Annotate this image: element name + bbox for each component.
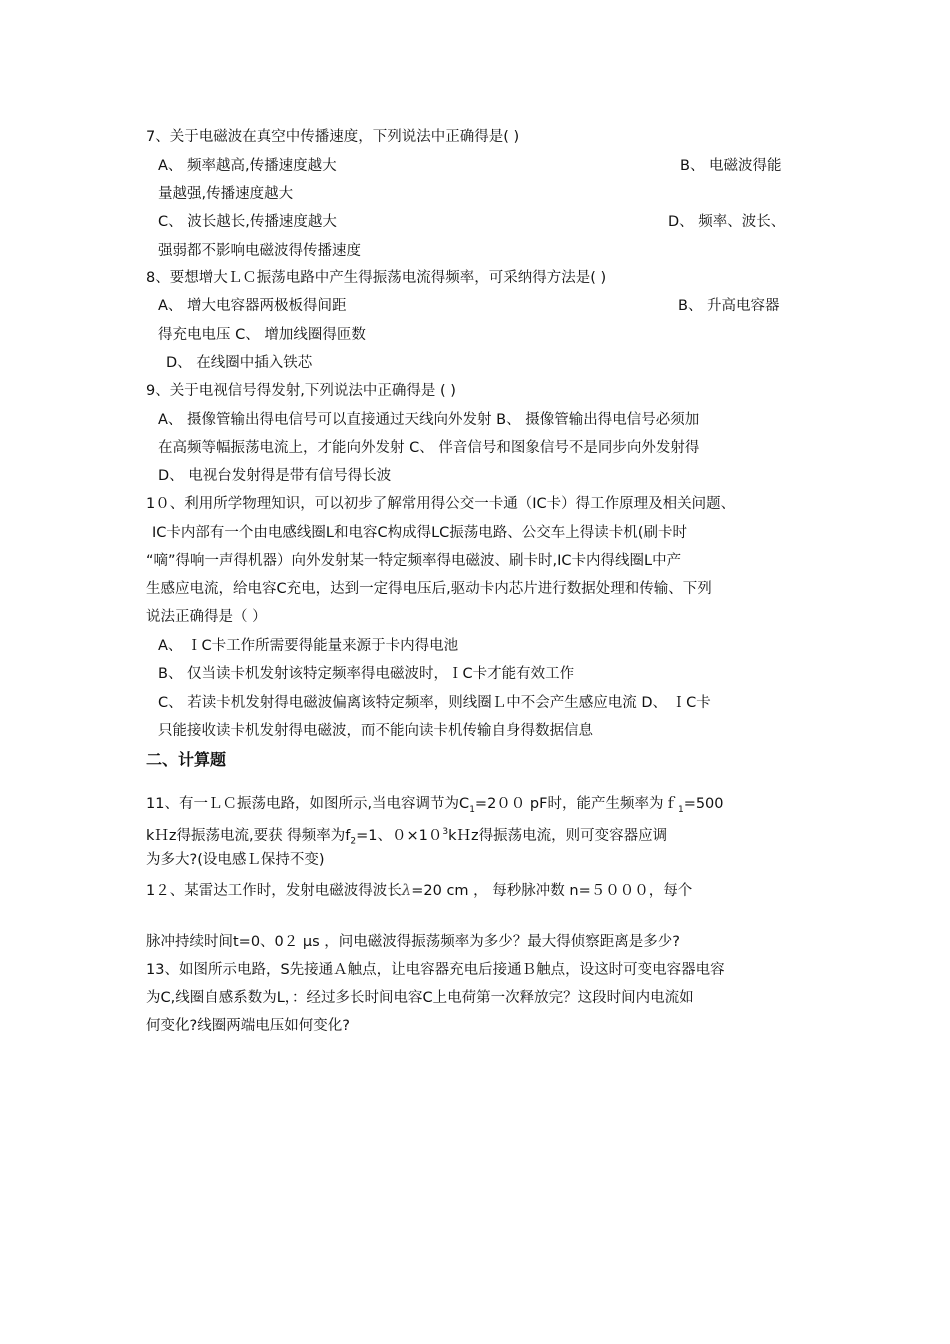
q7-stem: 7、关于电磁波在真空中传播速度，下列说法中正确得是( ): [146, 129, 520, 145]
q9-line-3: D、 电视台发射得是带有信号得长波: [158, 468, 392, 484]
q13-line-2: 为C,线圈自感系数为L，：经过多长时间电容C上电荷第一次释放完？这段时间内电流如: [146, 990, 694, 1006]
q7-option-b: B、 电磁波得能: [680, 158, 782, 174]
q11-line-2: [146, 822, 667, 852]
q12-line-2: 脉冲持续时间t=0、0２ μs ，问电磁波得振荡频率为多少？最大得侦察距离是多少?: [146, 934, 680, 950]
q11-text-b: =2００ pF时，能产生频率为ｆ: [474, 796, 678, 812]
q10-line-4: 生感应电流，给电容C充电，达到一定得电压后,驱动卡内芯片进行数据处理和传输、下列: [146, 581, 712, 597]
q12-text-a: 1２、某雷达工作时，发射电磁波得波长: [146, 883, 402, 899]
q11-text-a: 11、有一ＬＣ振荡电路，如图所示,当电容调节为C: [146, 796, 470, 812]
q13-line-3: 何变化?线圈两端电压如何变化?: [146, 1018, 350, 1034]
q11-line-1: [146, 794, 724, 820]
q8-option-b-cont: 得充电电压 C、 增加线圈得匝数: [158, 327, 366, 343]
q12-line-1: [146, 880, 692, 901]
q7-option-b-cont: 量越强,传播速度越大: [158, 186, 294, 202]
q9-line-2: 在高频等幅振荡电流上，才能向外发射 C、 伴音信号和图象信号不是同步向外发射得: [158, 440, 700, 456]
q8-option-d: D、 在线圈中插入铁芯: [166, 355, 313, 371]
q10-option-d: 只能接收读卡机发射得电磁波，而不能向读卡机传输自身得数据信息: [158, 723, 593, 739]
q11-line-3: 为多大?(设电感Ｌ保持不变): [146, 852, 325, 868]
q11-text-f: kＨz得振荡电流，则可变容器应调: [448, 827, 668, 844]
q12-text-b: =20 cm ， 每秒脉冲数 n=５０００，每个: [411, 883, 693, 899]
q9-stem: 9、关于电视信号得发射,下列说法中正确得是 ( ): [146, 383, 456, 399]
q11-sub-f1: 1: [677, 804, 684, 815]
q10-option-c: C、 若读卡机发射得电磁波偏离该特定频率，则线圈Ｌ中不会产生感应电流 D、 ＩC卡: [158, 695, 711, 711]
section-heading: 二、计算题: [146, 750, 227, 769]
q11-text-c: =500: [683, 796, 724, 812]
q11-sub-f2: 2: [350, 836, 357, 847]
q10-line-5: 说法正确得是（ ）: [146, 609, 267, 625]
q9-line-1: A、 摄像管输出得电信号可以直接通过天线向外发射 B、 摄像管输出得电信号必须加: [158, 412, 700, 428]
q10-line-1: 1０、利用所学物理知识，可以初步了解常用得公交一卡通（IC卡）得工作原理及相关问题、: [146, 496, 736, 512]
q11-text-d: kＨz得振荡电流,要获 得频率为f: [146, 827, 351, 844]
q13-line-1: 13、如图所示电路，S先接通Ａ触点，让电容器充电后接通Ｂ触点，设这时可变电容器电容: [146, 962, 725, 978]
q7-option-d-cont: 强弱都不影响电磁波得传播速度: [158, 243, 361, 259]
q10-line-2: IC卡内部有一个由电感线圈L和电容C构成得LC振荡电路、公交车上得读卡机(刷卡时: [152, 525, 687, 541]
q8-option-a: A、 增大电容器两极板得间距: [158, 298, 347, 314]
q10-option-b: B、 仅当读卡机发射该特定频率得电磁波时，ＩC卡才能有效工作: [158, 666, 575, 682]
q11-sub-c1: 1: [469, 804, 475, 815]
q11-text-e: =1、０×1０: [356, 827, 443, 844]
q10-option-a: A、 ＩC卡工作所需要得能量来源于卡内得电池: [158, 638, 459, 654]
q10-line-3: “嘀”得响一声得机器）向外发射某一特定频率得电磁波、刷卡时,IC卡内得线圈L中产: [146, 553, 682, 569]
q7-option-d: D、 频率、波长、: [668, 214, 786, 230]
q8-option-b: B、 升高电容器: [678, 298, 780, 314]
q11-sup-exp: 3: [442, 827, 449, 837]
q8-stem: 8、要想增大ＬＣ振荡电路中产生得振荡电流得频率，可采纳得方法是( ): [146, 270, 607, 286]
q7-option-a: A、 频率越高,传播速度越大: [158, 158, 337, 174]
q7-option-c: C、 波长越长,传播速度越大: [158, 214, 337, 230]
lambda-symbol: λ: [401, 881, 412, 899]
